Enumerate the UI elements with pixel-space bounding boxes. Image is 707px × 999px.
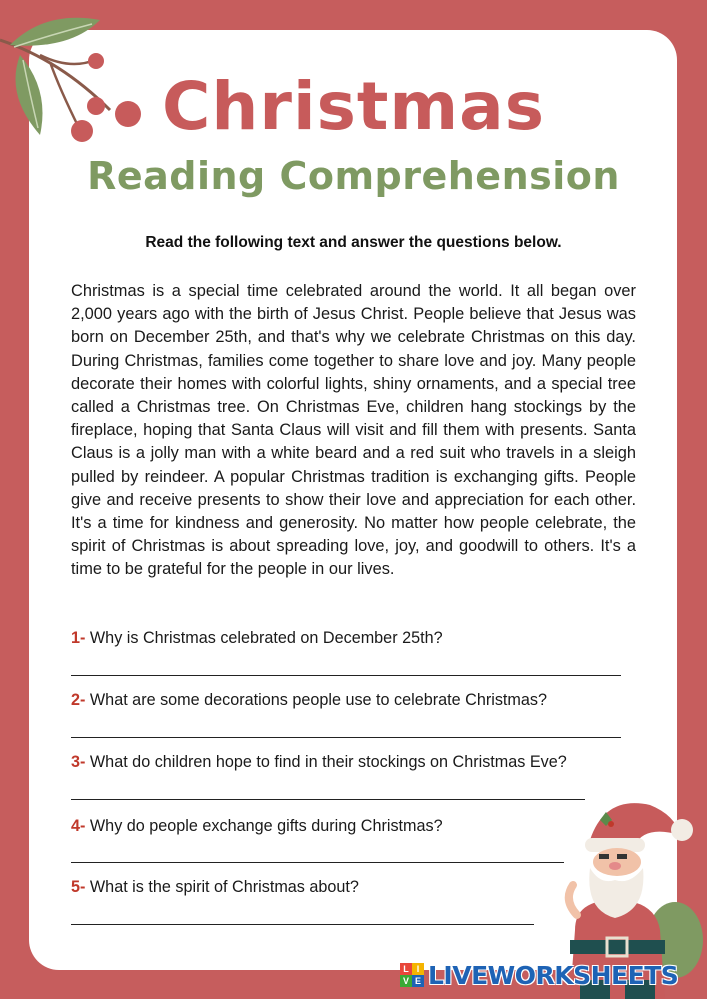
logo-letter: I bbox=[412, 963, 424, 975]
logo-text: LIVEWORKSHEETS bbox=[428, 960, 679, 990]
logo-icon bbox=[400, 963, 424, 987]
question-number: 1- bbox=[71, 629, 86, 647]
answer-line-1[interactable] bbox=[71, 675, 621, 676]
question-5 bbox=[71, 878, 359, 897]
liveworksheets-logo bbox=[400, 960, 678, 990]
question-1 bbox=[71, 629, 443, 648]
answer-line-5[interactable] bbox=[71, 924, 534, 925]
question-text: Why is Christmas celebrated on December 25th? bbox=[89, 629, 443, 647]
question-3 bbox=[71, 753, 567, 772]
question-number: 3- bbox=[71, 753, 86, 771]
answer-line-3[interactable] bbox=[71, 799, 585, 800]
question-text: Why do people exchange gifts during Christmas? bbox=[89, 817, 443, 835]
question-2 bbox=[71, 691, 547, 710]
logo-letter: L bbox=[400, 963, 412, 975]
question-number: 2- bbox=[71, 691, 86, 709]
question-4 bbox=[71, 817, 443, 836]
instructions: Read the following text and answer the questions below. bbox=[145, 234, 562, 251]
question-text: What is the spirit of Christmas about? bbox=[89, 878, 359, 896]
answer-line-4[interactable] bbox=[71, 862, 564, 863]
page-title: Christmas bbox=[161, 68, 546, 145]
reading-passage: Christmas is a special time celebrated around the world. It all began over 2,000 years ago with the birth of Jesus Christ. People believe that Jesus was born on December 25th, and that's why we celebrate Christmas on this day. During Christmas, families come together to share love and joy. Many people decorate their homes with colorful lights, shiny ornaments, and a special tree called a Christmas tree. On Christmas Eve, children hang stockings by the fireplace, hoping that Santa Claus will visit and fill them with presents. Santa Claus is a jolly man with a white beard and a red suit who travels in a sleigh pulled by reindeer. A popular Christmas tradition is exchanging gifts. People give and receive presents to show their love and appreciation for each other. It's a time for kindness and generosity. No matter how people celebrate, the spirit of Christmas is about spreading love, joy, and goodwill to others. It's a time to be grateful for the people in our lives. bbox=[71, 282, 636, 579]
question-text: What do children hope to find in their stockings on Christmas Eve? bbox=[89, 753, 567, 771]
question-number: 4- bbox=[71, 817, 86, 835]
question-text: What are some decorations people use to celebrate Christmas? bbox=[89, 691, 547, 709]
answer-line-2[interactable] bbox=[71, 737, 621, 738]
page-subtitle: Reading Comprehension bbox=[87, 154, 620, 198]
question-number: 5- bbox=[71, 878, 86, 896]
logo-letter: V bbox=[400, 975, 412, 987]
logo-letter: E bbox=[412, 975, 424, 987]
